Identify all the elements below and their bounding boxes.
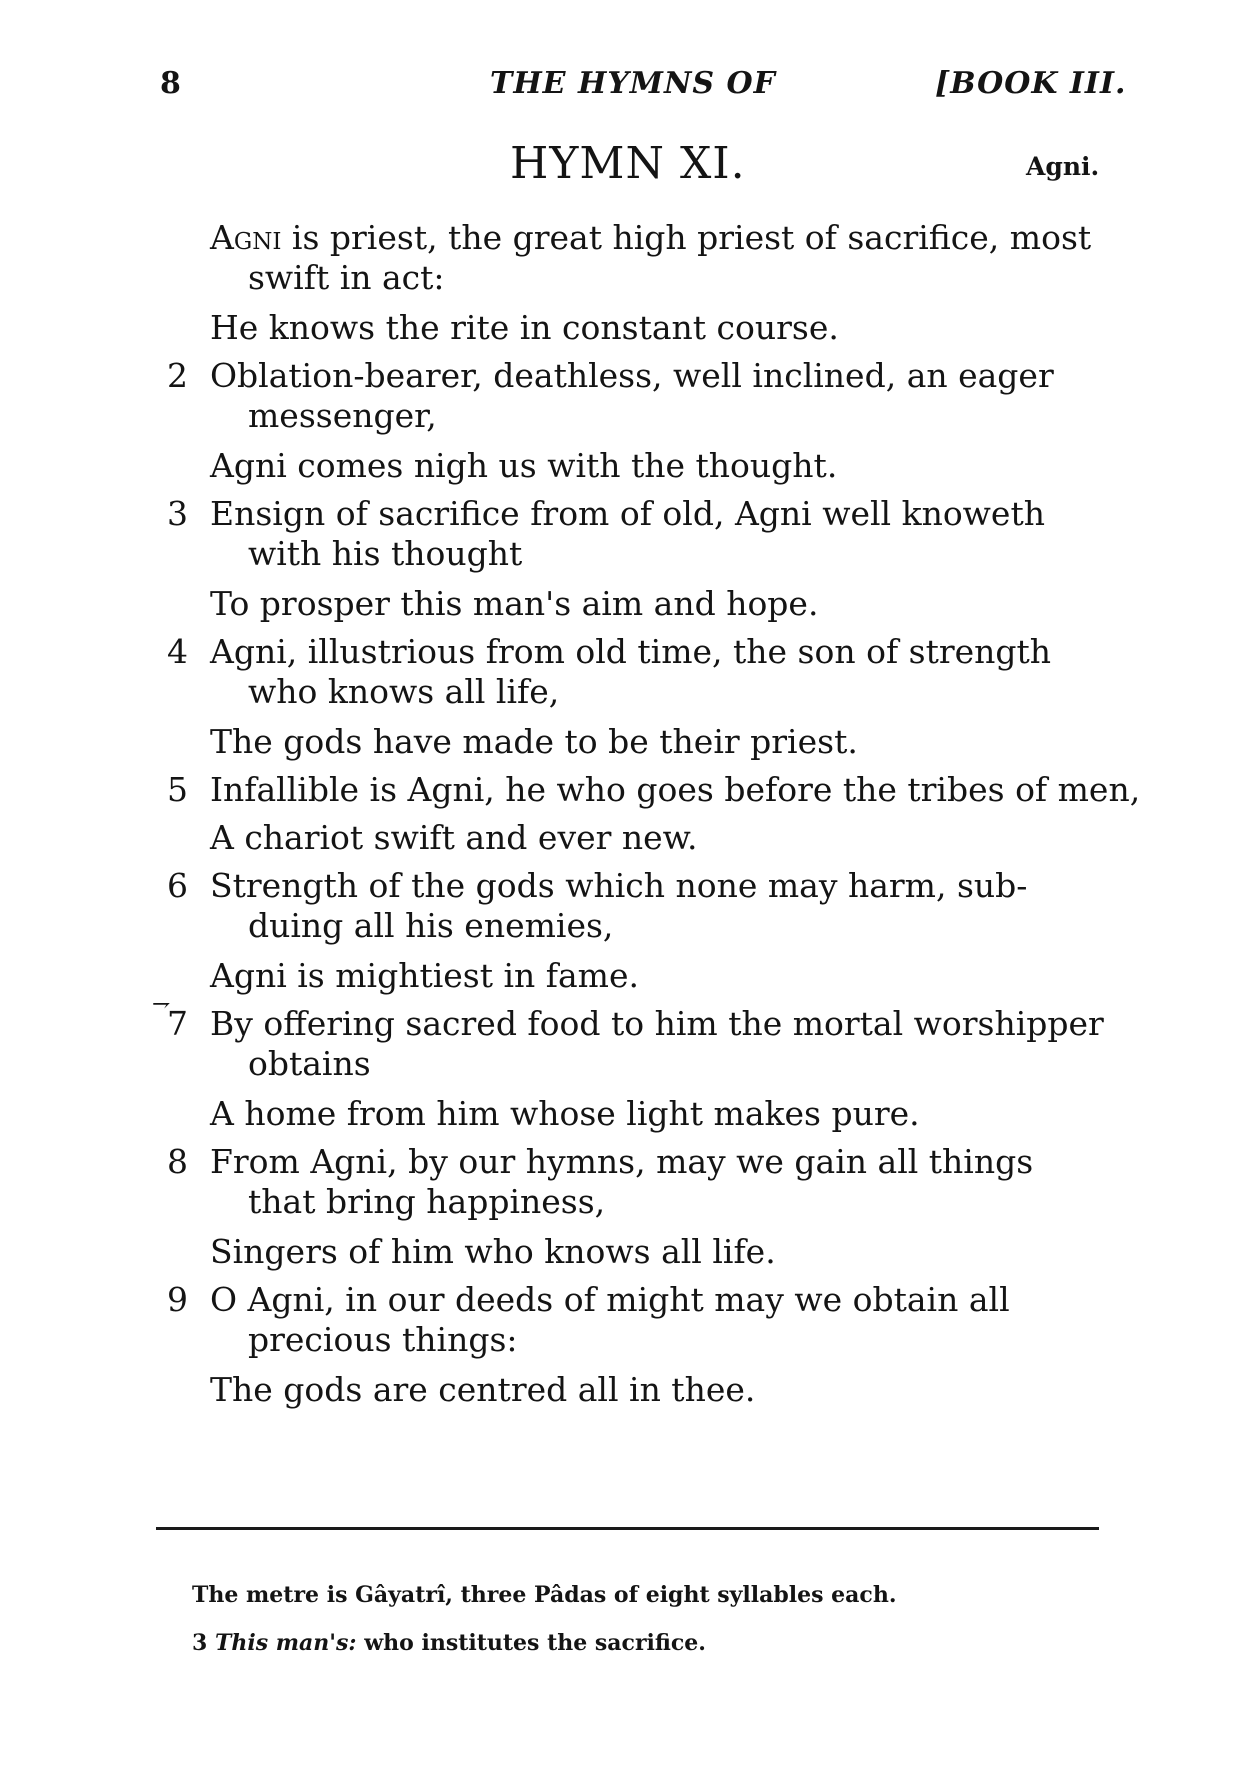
verse-2-number: 2: [167, 356, 188, 395]
verse-3-number: 3: [167, 494, 188, 533]
verse-8-line-3: Singers of him who knows all life.: [210, 1232, 776, 1271]
verse-4-line-2: who knows all life,: [248, 672, 560, 711]
verse-4-line-3: The gods have made to be their priest.: [210, 722, 858, 761]
verse-6-number: 6: [167, 866, 188, 905]
verse-3-line-2: with his thought: [248, 534, 523, 573]
verse-3-line-1: Ensign of sacrifice from of old, Agni well knoweth: [210, 494, 1045, 533]
footnote-3-text: who institutes the sacrifice.: [364, 1630, 706, 1656]
verse-5-number: 5: [167, 770, 188, 809]
verse-1-first-word: Agni: [210, 218, 282, 257]
footnote-metre: The metre is Gâyatrî, three Pâdas of eight syllables each.: [192, 1582, 897, 1608]
footnote-divider: [156, 1527, 1099, 1530]
verse-1-line-1: Agni is priest, the great high priest of sacrifice, most: [210, 218, 1092, 257]
verse-7-number: 7: [167, 1004, 188, 1043]
hymn-title: HYMN XI.: [510, 138, 746, 189]
verse-9-line-3: The gods are centred all in thee.: [210, 1370, 756, 1409]
verse-8-line-1: From Agni, by our hymns, may we gain all things: [210, 1142, 1034, 1181]
verse-7-line-2: obtains: [248, 1044, 371, 1083]
verse-5-line-2: A chariot swift and ever new.: [210, 818, 698, 857]
deity-label: Agni.: [1026, 152, 1100, 181]
verse-9-line-2: precious things:: [248, 1320, 518, 1359]
book-label: [BOOK III.: [935, 66, 1127, 101]
margin-arrow-icon: ⇁: [152, 992, 171, 1017]
page-number: 8: [160, 66, 181, 101]
verse-9-number: 9: [167, 1280, 188, 1319]
footnote-3-term: This man's:: [214, 1630, 357, 1656]
verse-2-line-2: messenger,: [248, 396, 437, 435]
verse-8-line-2: that bring happiness,: [248, 1182, 606, 1221]
verse-6-line-3: Agni is mightiest in fame.: [210, 956, 639, 995]
verse-3-line-3: To prosper this man's aim and hope.: [210, 584, 819, 623]
verse-5-line-1: Infallible is Agni, he who goes before the tribes of men,: [210, 770, 1141, 809]
verse-9-line-1: O Agni, in our deeds of might may we obtain all: [210, 1280, 1010, 1319]
running-title: THE HYMNS OF: [490, 66, 776, 101]
verse-4-line-1: Agni, illustrious from old time, the son of strength: [210, 632, 1052, 671]
verse-7-line-3: A home from him whose light makes pure.: [210, 1094, 920, 1133]
verse-6-line-2: duing all his enemies,: [248, 906, 614, 945]
verse-2-line-3: Agni comes nigh us with the thought.: [210, 446, 838, 485]
verse-6-line-1: Strength of the gods which none may harm, sub-: [210, 866, 1028, 905]
verse-4-number: 4: [167, 632, 188, 671]
footnote-3-number: 3: [192, 1630, 208, 1656]
running-header: [0, 66, 1259, 112]
verse-8-number: 8: [167, 1142, 188, 1181]
verse-7-line-1: By offering sacred food to him the mortal worshipper: [210, 1004, 1104, 1043]
verse-2-line-1: Oblation-bearer, deathless, well inclined, an eager: [210, 356, 1054, 395]
verse-1-line-2: swift in act:: [248, 258, 445, 297]
verse-1-line-3: He knows the rite in constant course.: [210, 308, 839, 347]
footnote-3: [192, 1630, 706, 1656]
